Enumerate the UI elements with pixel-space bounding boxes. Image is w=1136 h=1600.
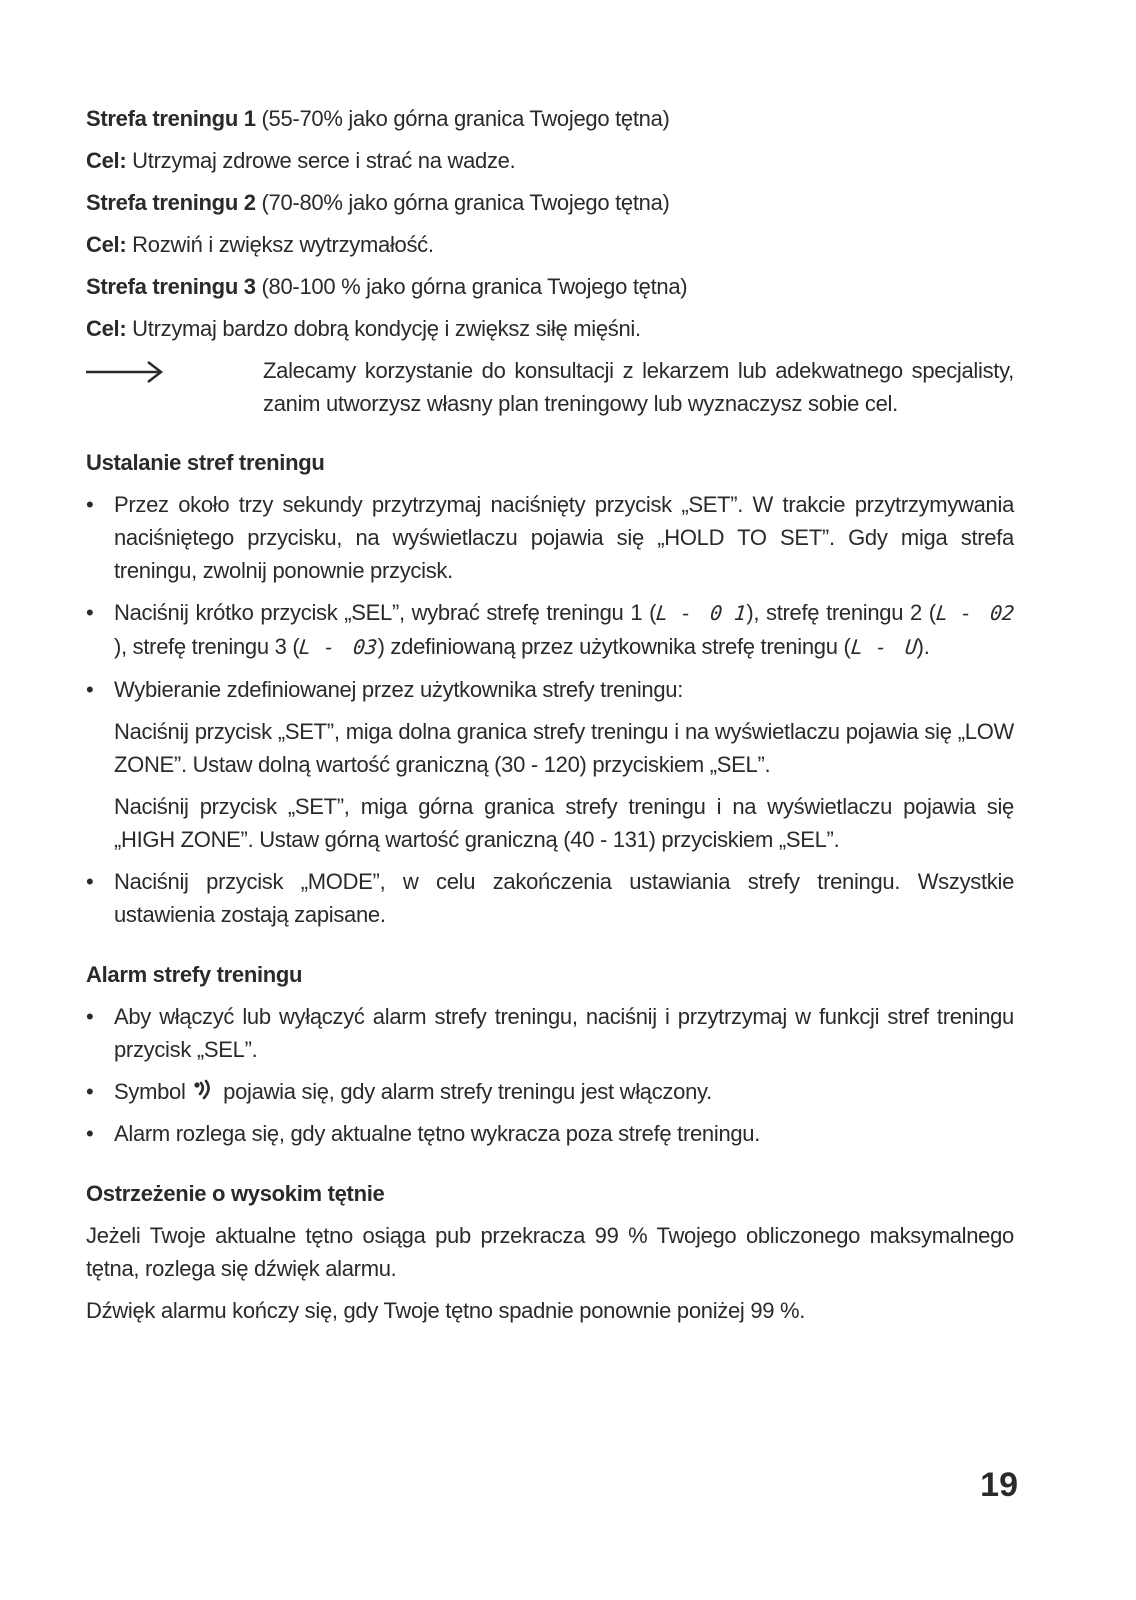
lcd-segment: 02 [988, 601, 1016, 625]
section-heading-high-pulse-warning: Ostrzeżenie o wysokim tętnie [86, 1181, 385, 1206]
zone-2-goal-label: Cel: [86, 232, 127, 257]
zone-3-title [86, 270, 1014, 303]
sub-paragraph: Naciśnij przycisk „SET”, miga dolna granica strefy treningu i na wyświetlaczu pojawia się „LOW ZONE”. Ustaw dolną wartość graniczną (30 - 120) przyciskiem „SEL”. [114, 719, 1014, 777]
advice-note-text: Zalecamy korzystanie do konsultacji z lekarzem lub adekwatnego specjalisty, zanim utworzysz własny plan treningowy lub wyznaczysz sobie cel. [263, 358, 1014, 416]
list-item: • Wybieranie zdefiniowanej przez użytkownika strefy treningu: [86, 673, 1014, 706]
inline-text: ). [916, 634, 930, 659]
advice-note [86, 354, 1014, 420]
arrow-right-icon [86, 360, 164, 384]
inline-text: ) zdefiniowaną przez użytkownika strefę treningu ( [377, 634, 851, 659]
zone-2-label: Strefa treningu 2 [86, 190, 256, 215]
zone-1-title [86, 102, 1014, 135]
zone-1-goal-label: Cel: [86, 148, 127, 173]
zone-3-range: (80-100 % jako górna granica Twojego tętna) [255, 274, 688, 299]
zone-1-range: (55-70% jako górna granica Twojego tętna) [255, 106, 670, 131]
lcd-segment: U [903, 635, 918, 659]
zone-2-range: (70-80% jako górna granica Twojego tętna) [255, 190, 670, 215]
page-number: 19 [980, 1466, 1018, 1504]
list-item: • Alarm rozlega się, gdy aktualne tętno wykracza poza strefę treningu. [86, 1117, 1014, 1150]
list-item: • Przez około trzy sekundy przytrzymaj naciśnięty przycisk „SET”. W trakcie przytrzymywania naciśniętego przycisku, na wyświetlaczu pojawia się „HOLD TO SET”. Gdy miga strefa treningu, zwolnij ponownie przycisk. [86, 488, 1014, 587]
inline-text: ), strefę treningu 3 ( [114, 634, 300, 659]
section-heading-setting-zones: Ustalanie stref treningu [86, 450, 325, 475]
lcd-segment: L - [849, 635, 888, 659]
lcd-segment: L - [298, 635, 337, 659]
zone-2-title [86, 186, 1014, 219]
zone-3-goal-label: Cel: [86, 316, 127, 341]
list-item: • Naciśnij przycisk „MODE”, w celu zakończenia ustawiania strefy treningu. Wszystkie ustawienia zostają zapisane. [86, 865, 1014, 931]
list-item: • Aby włączyć lub wyłączyć alarm strefy treningu, naciśnij i przytrzymaj w funkcji stref treningu przycisk „SEL”. [86, 1000, 1014, 1066]
zone-1-goal-text: Utrzymaj zdrowe serce i strać na wadze. [126, 148, 516, 173]
alarm-sound-icon [191, 1079, 217, 1101]
zone-3-goal [86, 312, 1014, 345]
lcd-segment: 0 1 [709, 601, 748, 625]
paragraph: Dźwięk alarmu kończy się, gdy Twoje tętno spadnie ponownie poniżej 99 %. [86, 1298, 806, 1323]
inline-text: Naciśnij krótko przycisk „SEL”, wybrać strefę treningu 1 ( [114, 600, 657, 625]
zone-2-goal-text: Rozwiń i zwiększ wytrzymałość. [126, 232, 434, 257]
paragraph: Jeżeli Twoje aktualne tętno osiąga pub przekracza 99 % Twojego obliczonego maksymalnego tętna, rozlega się dźwięk alarmu. [86, 1223, 1014, 1281]
page-content [86, 102, 1014, 1336]
inline-text: ), strefę treningu 2 ( [746, 600, 936, 625]
lcd-segment: L - [654, 601, 694, 625]
zone-3-label: Strefa treningu 3 [86, 274, 256, 299]
lcd-user-zone-symbol [849, 631, 919, 664]
section-heading-zone-alarm: Alarm strefy treningu [86, 962, 303, 987]
list-item [86, 596, 1014, 664]
sub-paragraph: Naciśnij przycisk „SET”, miga górna granica strefy treningu i na wyświetlaczu pojawia się „HIGH ZONE”. Ustaw górną wartość graniczną (40 - 131) przyciskiem „SEL”. [114, 794, 1014, 852]
zone-2-goal [86, 228, 1014, 261]
zone-1-label: Strefa treningu 1 [86, 106, 256, 131]
lcd-zone-3-symbol [298, 631, 380, 664]
lcd-segment: L - [934, 601, 974, 625]
list-item [86, 1075, 1014, 1108]
zone-3-goal-text: Utrzymaj bardzo dobrą kondycję i zwiększ siłę mięśni. [126, 316, 641, 341]
lcd-segment: 03 [352, 635, 379, 659]
zone-1-goal [86, 144, 1014, 177]
lcd-zone-2-symbol [934, 597, 1016, 630]
inline-text: Symbol [114, 1079, 192, 1104]
inline-text: pojawia się, gdy alarm strefy treningu jest włączony. [217, 1079, 712, 1104]
lcd-zone-1-symbol [654, 597, 748, 630]
